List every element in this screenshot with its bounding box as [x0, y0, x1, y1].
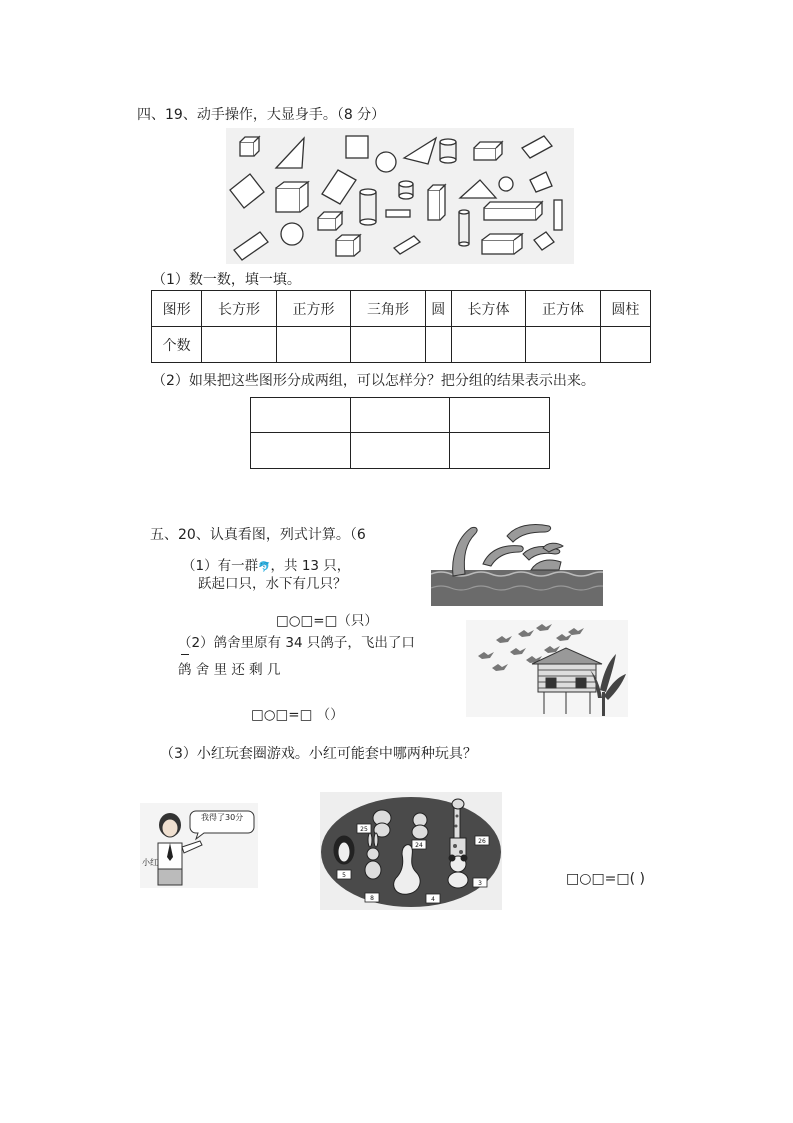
q1-formula: □○□=□（只） — [276, 613, 378, 629]
header-cell: 长方体 — [451, 291, 526, 327]
header-cell: 圆 — [425, 291, 451, 327]
answer-cell[interactable] — [202, 327, 277, 363]
q1-line1-end: ，共 13 只， — [270, 558, 351, 574]
header-cell: 正方形 — [276, 291, 351, 327]
part1-label: （1）数一数，填一填。 — [152, 272, 301, 288]
header-cell: 圆柱 — [600, 291, 650, 327]
dolphin-icon: 🐬 — [258, 562, 271, 573]
header-cell: 三角形 — [351, 291, 426, 327]
answer-cell[interactable] — [600, 327, 650, 363]
answer-cell[interactable] — [450, 398, 550, 433]
toy-score-penguin: 5 — [342, 872, 346, 879]
q2-formula: □○□=□ （） — [251, 707, 344, 723]
toy-score-goose: 4 — [431, 896, 435, 903]
girl-name: 小红 — [142, 858, 158, 867]
q2-line1: （2）鸽舍里原有 34 只鸽子，飞出了口 — [178, 635, 415, 651]
header-cell: 图形 — [152, 291, 202, 327]
toy-score-panda: 3 — [478, 880, 482, 887]
toy-score-bear: 24 — [415, 842, 423, 849]
answer-cell[interactable] — [276, 327, 351, 363]
answer-cell[interactable] — [351, 327, 426, 363]
answer-cell[interactable] — [350, 433, 450, 469]
answer-cell[interactable] — [350, 398, 450, 433]
grouping-table — [250, 397, 550, 469]
answer-cell[interactable] — [251, 398, 351, 433]
answer-cell[interactable] — [251, 433, 351, 469]
pigeon-coop-picture — [466, 620, 628, 717]
answer-cell[interactable] — [450, 433, 550, 469]
q1-line1-start: （1）有一群 — [182, 558, 259, 574]
q3-line: （3）小红玩套圈游戏。小红可能套中哪两种玩具？ — [160, 746, 477, 762]
part2-label: （2）如果把这些图形分成两组，可以怎样分？把分组的结果表示出来。 — [152, 373, 595, 389]
q3-formula: □○□=□( ) — [566, 871, 646, 887]
shapes-figure — [226, 128, 574, 264]
speech-text: 我得了30分 — [201, 813, 244, 822]
section4-title: 四、19、动手操作，大显身手。（8 分） — [137, 107, 386, 123]
toys-picture — [320, 792, 502, 910]
header-cell: 正方体 — [526, 291, 601, 327]
answer-cell[interactable] — [451, 327, 526, 363]
count-table — [151, 290, 651, 363]
answer-cell[interactable] — [526, 327, 601, 363]
row-label: 个数 — [152, 327, 202, 363]
q2-line2: 鸽 舍 里 还 剩 几 — [178, 662, 281, 678]
section5-title: 五、20、认真看图，列式计算。（6 — [150, 527, 366, 543]
q1-line2: 跃起口只，水下有几只？ — [198, 576, 347, 592]
dolphins-picture — [431, 514, 603, 606]
answer-cell[interactable] — [425, 327, 451, 363]
toy-score-giraffe: 26 — [478, 838, 486, 845]
header-cell: 长方形 — [202, 291, 277, 327]
toy-score-rabbit: 8 — [370, 895, 374, 902]
dash-mark — [181, 654, 189, 655]
q1-line1 — [182, 557, 350, 577]
toy-score-dog: 25 — [360, 826, 368, 833]
